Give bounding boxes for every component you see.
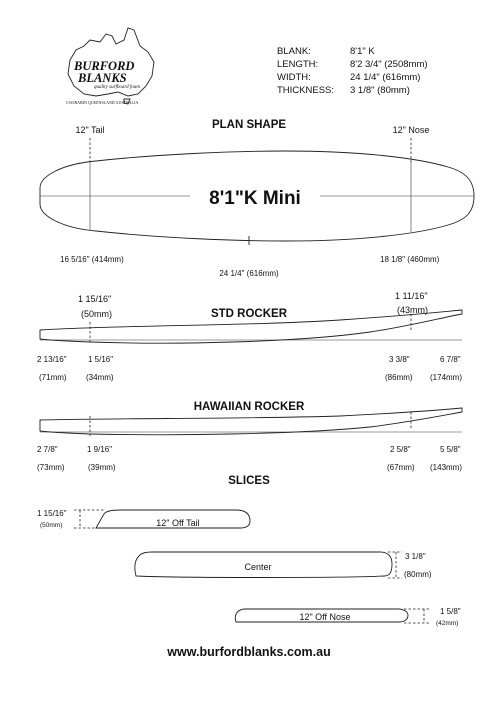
haw-bottom-4-mm: (143mm) [430,463,463,472]
spec-blank-value: 8'1" K [350,46,375,57]
spec-blank-label: BLANK: [277,46,311,57]
slice-1-label: 12" Off Tail [156,518,200,528]
nose-width-measure: 18 1/8" (460mm) [380,255,440,264]
slice-2-mm: (80mm) [404,570,432,579]
tail-marker-label: 12" Tail [75,125,105,135]
std-bottom-1-in: 2 13/16" [37,355,67,364]
slice-center [135,552,432,579]
slice-3-label: 12" Off Nose [299,612,351,622]
haw-bottom-1-in: 2 7/8" [37,445,58,454]
hawaiian-rocker-heading: HAWAIIAN ROCKER [193,401,305,413]
spec-thickness-value: 3 1/8" (80mm) [350,85,410,96]
std-bottom-3-in: 3 3/8" [389,355,410,364]
slice-3-in: 1 5/8" [440,607,461,616]
tail-width-measure: 16 5/16" (414mm) [60,255,124,264]
std-bottom-1-mm: (71mm) [39,373,67,382]
haw-bottom-2-mm: (39mm) [88,463,116,472]
hawaiian-rocker-section [37,401,462,472]
slice-3-mm: (42mm) [436,620,459,627]
website-link[interactable]: www.burfordblanks.com.au [167,645,331,659]
slice-1-in: 1 15/16" [37,509,67,518]
logo-tagline: quality surfboard foam [94,85,140,90]
slice-1-mm: (50mm) [40,522,63,529]
haw-bottom-3-in: 2 5/8" [390,445,411,454]
slice-2-label: Center [244,562,272,572]
plan-shape-heading: PLAN SHAPE [211,119,287,131]
std-top-nose-mm: (43mm) [397,305,428,315]
std-rocker-section [37,291,462,382]
slice-off-tail [37,509,250,529]
std-rocker-heading: STD ROCKER [210,308,288,320]
slice-2-in: 3 1/8" [405,552,426,561]
std-top-nose-in: 1 11/16" [395,291,428,301]
logo-line-1: BURFORD [74,59,135,73]
std-bottom-4-mm: (174mm) [430,373,463,382]
model-name: 8'1"K Mini [209,188,301,209]
logo-line-2: BLANKS [78,71,127,85]
center-width-measure: 24 1/4" (616mm) [219,269,279,278]
haw-bottom-2-in: 1 9/16" [87,445,113,454]
std-top-tail-mm: (50mm) [81,309,112,319]
std-bottom-2-mm: (34mm) [86,373,114,382]
slices-heading: SLICES [228,475,270,487]
std-bottom-2-in: 1 5/16" [88,355,114,364]
spec-width-label: WIDTH: [277,72,311,83]
burford-blanks-logo [66,28,154,105]
nose-marker-label: 12" Nose [392,125,430,135]
std-bottom-3-mm: (86mm) [385,373,413,382]
spec-length-label: LENGTH: [277,59,319,70]
plan-shape-section [40,119,474,278]
haw-bottom-3-mm: (67mm) [387,463,415,472]
spec-thickness-label: THICKNESS: [277,85,335,96]
std-top-tail-in: 1 15/16" [78,294,112,304]
logo-location: COORABIN QUEENSLAND AUSTRALIA [66,100,139,105]
specs-block [277,46,428,96]
spec-length-value: 8'2 3/4" (2508mm) [350,59,428,70]
std-bottom-4-in: 6 7/8" [440,355,461,364]
slice-off-nose [235,607,461,627]
slices-section [37,475,461,627]
haw-bottom-4-in: 5 5/8" [440,445,461,454]
spec-width-value: 24 1/4" (616mm) [350,72,421,83]
haw-bottom-1-mm: (73mm) [37,463,65,472]
